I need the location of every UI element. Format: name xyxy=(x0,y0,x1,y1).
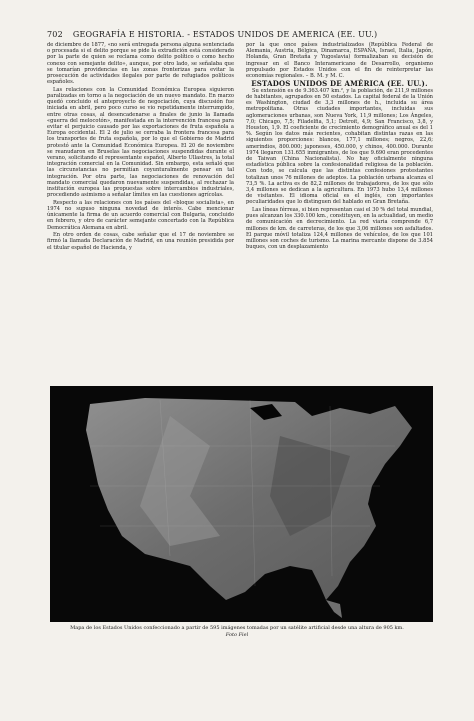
photo-credit: Foto Fiel xyxy=(225,632,249,638)
satellite-map-image xyxy=(50,386,433,622)
paragraph: Las relaciones con la Comunidad Económica Europea siguieron paralizadas en torno a la negociación de un nuevo mandato. En marzo quedó concluido el anteproyecto de negociación, cuya discusión fue iniciada en abril, pero poco curso se vio repetidamente interrumpido, entre otras cosas, al desencadenarse a finales de junio la llamada «guerra del melocotón», manifestada en la intervención francesa para evitar el perjuicio causado por las exportaciones de fruta española a Europa occidental. El 2 de julio se cerraba la frontera francesa para los transportes de fruta española, por lo que el Gobierno de Madrid protestó ante la Comunidad Económica Europea. El 20 de noviembre se reanudaron en Bruselas las negociaciones suspendidas durante el verano, solicitando el representante español, Alberto Ullastres, la total integración comercial en la Comunidad. Sin embargo, esta señaló que las circunstancias no permitían coyunturalmente pensar en tal integración. Por otra parte, las negociaciones de renovación del mandato comercial quedaron nuevamente suspendidas, al rechazar la institución europea las propuestas sobre intercambios industriales, procediendo asimismo a señalar límites en las cuestiones agrícolas. xyxy=(47,86,234,199)
satellite-map-photo xyxy=(50,386,433,622)
figure-caption xyxy=(40,625,434,639)
page-number: 702 xyxy=(47,30,63,39)
paragraph: En otro orden de cosas, cabe señalar que el 17 de noviembre se firmó la llamada Declaración de Madrid, en una reunión presidida por el titular español de Hacienda, y xyxy=(47,232,234,251)
paragraph: Su extensión es de 9.363.407 km.², y la población, de 211,9 millones de habitantes, agrupados en 50 estados. La capital federal de la Unión es Washington, ciudad de 3,3 millones de h., incluida su área metropolitana. Otras ciudades importantes, incluidas sus aglomeraciones urbanas, son Nueva York, 11,9 millones; Los Ángeles, 7,0; Chicago, 7,5; Filadelfia, 5,1; Detroit, 4,9; San Francisco, 3,8, y Houston, 1,9. El coeficiente de crecimiento demográfico anual es del 1 %. Según los datos más recientes, cohabitan distintas razas en las siguientes proporciones: blancos, 177,1 millones; negros, 22,6; amerindios, 800.000; japoneses, 450.000, y chinos, 400.000. Durante 1974 llegaron 131.655 inmigrantes, de los que 9.690 eran procedentes de Taiwan (China Nacionalista). No hay oficialmente ninguna estadística pública sobre la confesionalidad religiosa de la población. Con todo, se calcula que las distintas confesiones protestantes totalizan unos 76 millones de adeptos. La población urbana alcanza el 73,5 %. La activa es de 82,2 millones de trabajadores, de los que sólo 3,4 millones se dedican a la agricultura. En 1973 hubo 13,4 millones de visitantes. El idioma oficial es el inglés, con importantes peculiaridades que lo distinguen del hablado en Gran Bretaña. xyxy=(246,87,433,206)
paragraph: Respecto a las relaciones con los países del «bloque socialista», en 1974 no supuso ninguna novedad de interés. Cabe mencionar únicamente la firma de un acuerdo comercial con Bulgaria, concluido en febrero, y otro de carácter semejante concertado con la República Democrática Alemana en abril. xyxy=(47,199,234,231)
right-column xyxy=(246,42,433,252)
caption-text: Mapa de los Estados Unidos confeccionado a partir de 595 imágenes tomadas por un satélite artificial desde una altura de 905 km. xyxy=(70,625,404,631)
left-column xyxy=(47,42,234,252)
paragraph: Las líneas férreas, si bien representan casi el 30 % del total mundial, pues alcanzan los 330.100 km., constituyen, en la actualidad, un medio de comunicación en decrecimiento. La red viaria comprende 6,7 millones de km. de carreteras, de los que 3,06 millones son asfaltados. El parque móvil totaliza 124,4 millones de vehículos, de los que 101 millones son coches de turismo. La marina mercante dispone de 3.854 buques, con un desplazamiento xyxy=(246,207,433,251)
running-title: GEOGRAFÍA E HISTORIA. - ESTADOS UNIDOS DE AMERICA (EE. UU.) xyxy=(72,30,378,39)
text-columns xyxy=(47,42,434,252)
section-title: ESTADOS UNIDOS DE AMÉRICA (EE. UU.). xyxy=(251,78,428,88)
page-header xyxy=(47,30,434,39)
paragraph: de diciembre de 1877, «no será entregada persona alguna sentenciada o procesada si el delito porque se pide la extradición está considerado por la parte de quien se reclama como delito político o como hecho conexo con semejante delito», aunque, por otro lado, se señalaba que se tomarían providencias en las zonas fronterizas para evitar la prosecución de actividades ilegales por parte de refugiados políticos españoles. xyxy=(47,42,234,86)
paragraph: por la que once países industrializados (República Federal de Alemania, Austria, Bélgica, Dinamarca, ESPAÑA, Israel, Italia, Japón, Holanda, Gran Bretaña y Yugoslavia) formalizaban su decisión de ingresar en el Banco Interamericano de Desarrollo, organismo propulsado por Estados Unidos con el fin de reinterpretar las economías regionales. – B. M. y M. C. xyxy=(246,42,433,80)
